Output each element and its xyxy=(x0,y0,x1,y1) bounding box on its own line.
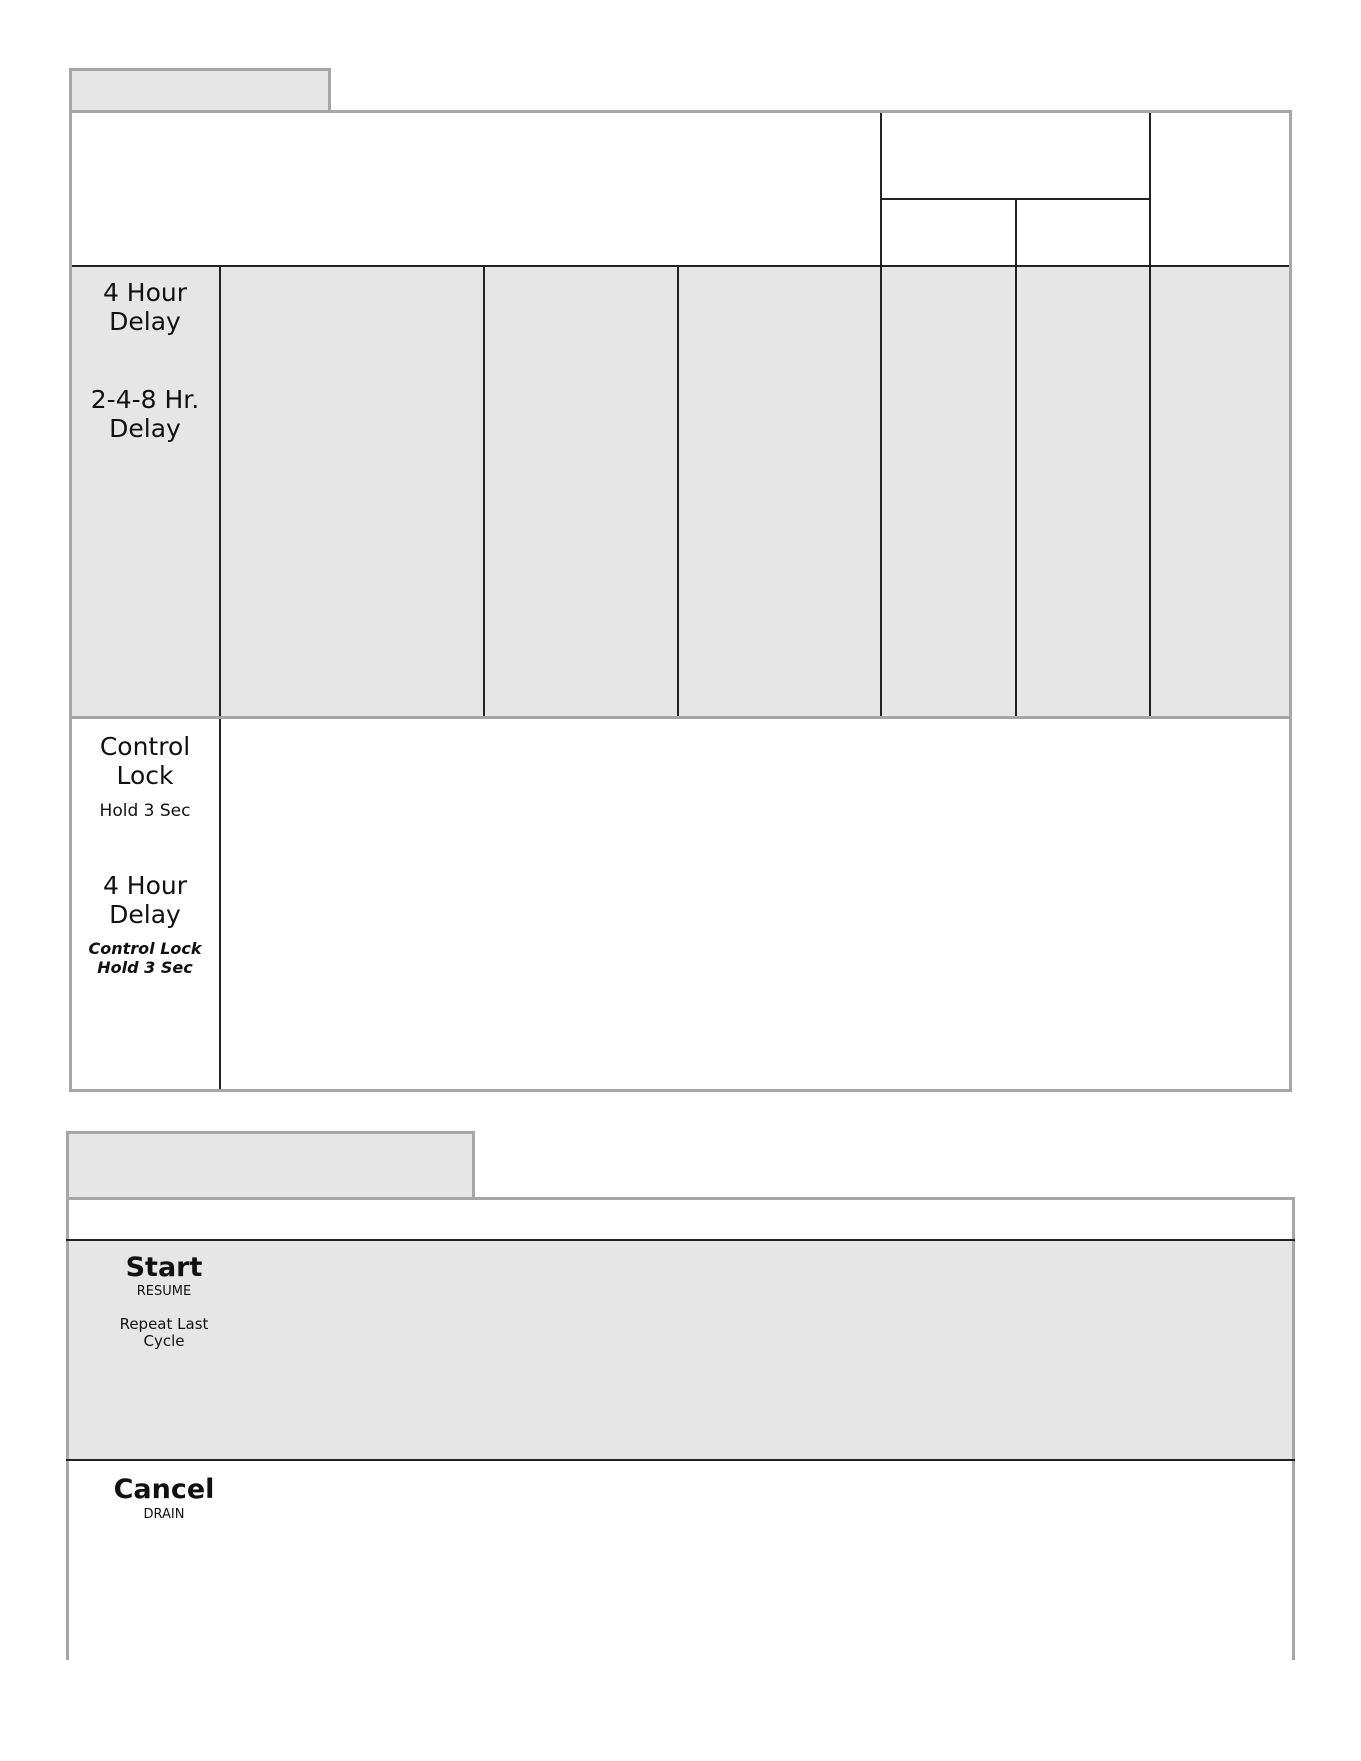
option-label-hold-3-sec: Hold 3 Sec xyxy=(99,801,191,821)
row-divider xyxy=(72,716,1289,719)
start-button-label: Start xyxy=(125,1252,203,1283)
header-divider xyxy=(1149,113,1151,716)
options-row-delay xyxy=(72,266,1289,718)
option-label-control-lock-hold: Control Lock Hold 3 Sec xyxy=(88,939,202,978)
header-divider xyxy=(1015,198,1017,716)
resume-label: RESUME xyxy=(136,1284,192,1299)
cancel-button-label: Cancel xyxy=(113,1474,215,1505)
controls-section-tab xyxy=(66,1131,475,1199)
controls-row-divider xyxy=(66,1459,1295,1461)
options-section-tab xyxy=(69,68,331,112)
header-divider xyxy=(880,113,882,716)
drain-label: DRAIN xyxy=(143,1507,185,1522)
column-divider xyxy=(677,266,679,716)
option-label-4-hour-delay-2: 4 Hour Delay xyxy=(102,871,188,929)
option-label-control-lock: Control Lock xyxy=(99,732,191,790)
page-cut xyxy=(60,1660,1305,1761)
column-divider xyxy=(483,266,485,716)
option-label-2-4-8-hr-delay: 2-4-8 Hr. Delay xyxy=(90,385,200,443)
controls-row-start xyxy=(69,1241,1292,1459)
column-divider xyxy=(219,719,221,1089)
repeat-last-cycle-label: Repeat Last Cycle xyxy=(119,1315,209,1351)
header-bottom-line xyxy=(72,265,1289,267)
option-label-4-hour-delay: 4 Hour Delay xyxy=(102,278,188,336)
column-divider xyxy=(219,266,221,716)
